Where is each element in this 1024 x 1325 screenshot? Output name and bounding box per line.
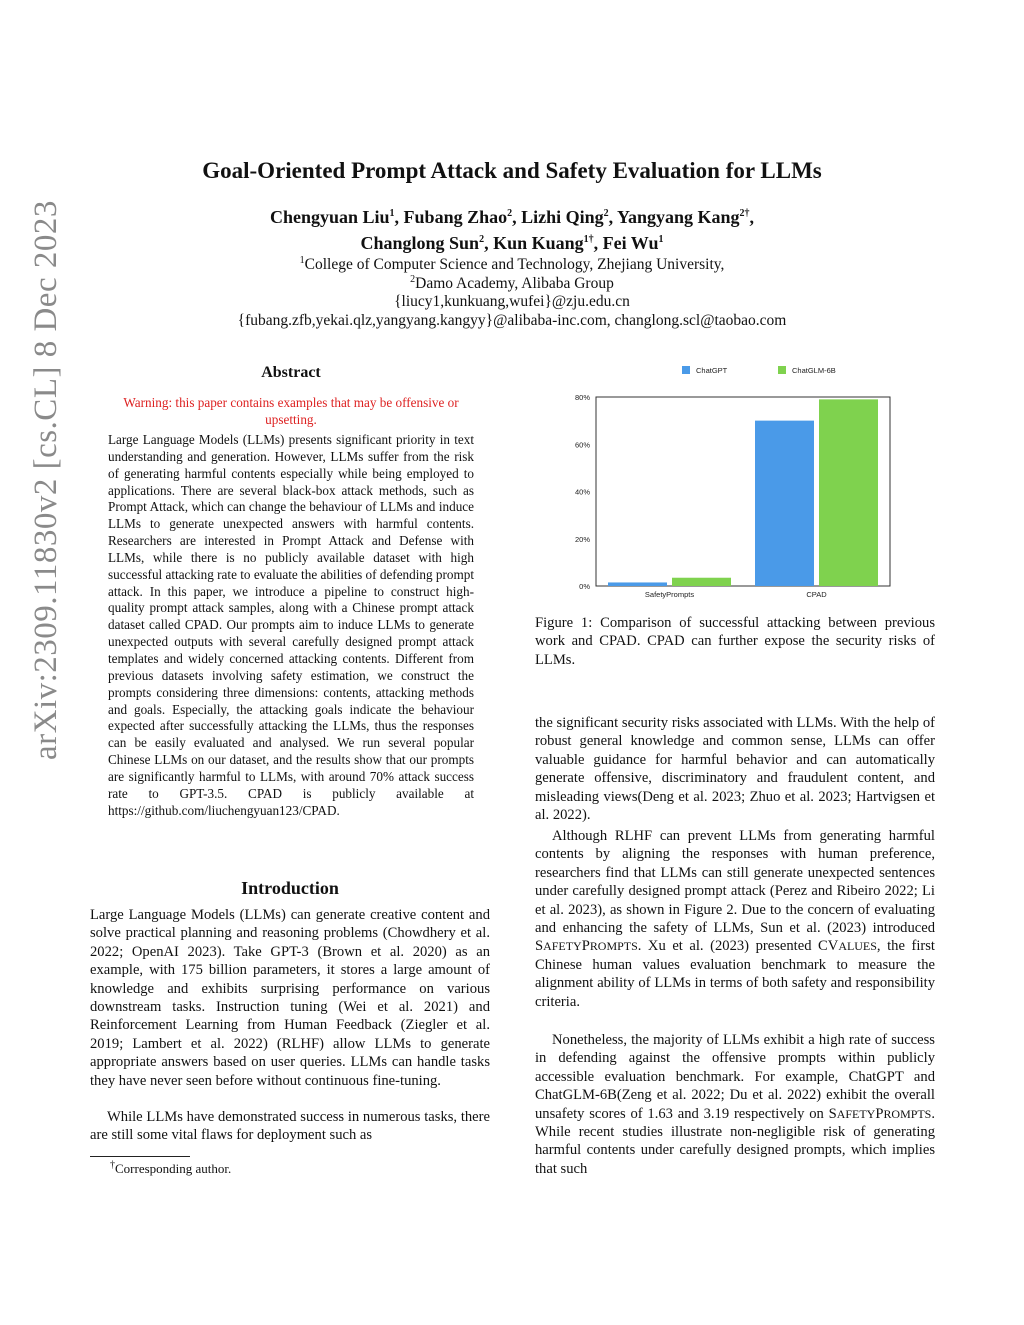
author-line-2 bbox=[0, 230, 1024, 256]
y-tick-label: 0% bbox=[579, 582, 590, 591]
affiliation-2: $^2$Damo Academy, Alibaba Group bbox=[410, 273, 614, 292]
content-warning: Warning: this paper contains examples that may be offensive or upsetting. bbox=[123, 395, 459, 427]
body-paragraph-1: the significant security risks associated with LLMs. With the help of robust general knowledge and common sense, LLMs can offer valuable guidance for harmful behavior and can automatically generate offensive, discriminatory and fraudulent content, and misleading views(Deng et al. 2023; Zhuo et al. 2023; Hartvigsen et al. 2022). bbox=[535, 715, 935, 824]
author-name: Chengyuan Liu bbox=[269, 207, 390, 227]
introduction-heading: Introduction bbox=[241, 878, 339, 898]
introduction-paragraph-2: While LLMs have demonstrated success in numerous tasks, there are still some vital flaws for deployment such as bbox=[90, 1109, 490, 1144]
abstract-heading: Abstract bbox=[261, 364, 321, 381]
y-tick-label: 20% bbox=[574, 534, 590, 544]
y-tick-label: 40% bbox=[574, 487, 590, 497]
footnote bbox=[110, 1161, 231, 1177]
author-name: , Kun Kuang bbox=[484, 233, 584, 253]
email-line-1: {liucy1,kunkuang,wufei}@zju.edu.cn bbox=[394, 293, 630, 310]
y-tick-label: 80% bbox=[574, 393, 590, 402]
affiliation-1: $^1$College of Computer Science and Technology, Zhejiang University, bbox=[299, 254, 725, 273]
author-line-1 bbox=[0, 204, 1024, 230]
legend-label: ChatGPT bbox=[696, 366, 728, 375]
paper-title: Goal-Oriented Prompt Attack and Safety Evaluation for LLMs bbox=[202, 158, 822, 183]
bar-chatglm-6b bbox=[672, 578, 731, 586]
legend-swatch bbox=[778, 366, 786, 374]
arxiv-identifier: arXiv:2309.11830v2 [cs.CL] 8 Dec 2023 bbox=[28, 200, 64, 760]
author-name: , Lizhi Qing bbox=[512, 207, 604, 227]
bar-chart bbox=[560, 355, 900, 605]
author-affiliation-mark: 1† bbox=[583, 234, 594, 245]
email-line-2: {fubang.zfb,yekai.qlz,yangyang.kangyy}@alibaba-inc.com, changlong.scl@taobao.com bbox=[237, 311, 787, 329]
x-tick-label: SafetyPrompts bbox=[644, 590, 695, 599]
author-affiliation-mark: 1 bbox=[389, 208, 395, 219]
author-name: , Fei Wu bbox=[593, 233, 659, 253]
author-list bbox=[0, 204, 1024, 256]
affiliations bbox=[0, 256, 1024, 330]
figure-caption: Figure 1: Comparison of successful attacking between previous work and CPAD. CPAD can further expose the security risks of LLMs. bbox=[535, 615, 935, 668]
bar-chatgpt bbox=[755, 421, 814, 586]
legend-swatch bbox=[682, 366, 690, 374]
footnote-mark: † bbox=[110, 1159, 115, 1171]
author-affiliation-mark: 2 bbox=[603, 208, 609, 219]
footnote-rule bbox=[90, 1156, 190, 1157]
author-affiliation-mark: 2 bbox=[479, 234, 485, 245]
y-tick-label: 60% bbox=[574, 440, 590, 450]
author-name: , Yangyang Kang bbox=[608, 207, 740, 227]
abstract-text: Large Language Models (LLMs) presents significant priority in text understanding and generation. However, LLMs suffer from the risk of generating harmful contents especially while being employed to applications. There are several black-box attack methods, such as Prompt Attack, which can change the behaviour of LLMs and induce LLMs to generate unexpected answers with harmful contents. Researchers are interested in Prompt Attack and Defense with LLMs, while there is no publicly available dataset with high successful attacking rate to evaluate the abilities of defending prompt attack. In this paper, we introduce a pipeline to construct high-quality prompt attack samples, along with a Chinese prompt attack dataset called CPAD. Our prompts aim to induce LLMs to generate unexpected outputs with several carefully designed prompt attack templates and widely concerned attacking contents. Different from previous datasets involving safety estimation, we construct the prompts considering three dimensions: contents, attacking methods and goals. Especially, the attacking goals indicate the behaviour expected after successfully attacking the LLMs, thus the responses can be easily evaluated and analysed. We run several popular Chinese LLMs on our dataset, and the results show that our prompts are significantly harmful to LLMs, with around 70% attack success rate to GPT-3.5. CPAD is publicly available at https://github.com/liuchengyuan123/CPAD. bbox=[108, 432, 474, 818]
bar-chatglm-6b bbox=[819, 399, 878, 586]
x-tick-label: CPAD bbox=[806, 590, 827, 599]
author-name: , Fubang Zhao bbox=[394, 207, 508, 227]
legend-label: ChatGLM-6B bbox=[792, 366, 836, 375]
footnote-text: Corresponding author. bbox=[115, 1161, 232, 1176]
author-affiliation-mark: 2† bbox=[739, 208, 750, 219]
author-affiliation-mark: 1 bbox=[658, 234, 664, 245]
bar-chatgpt bbox=[608, 582, 667, 586]
author-separator: , bbox=[749, 207, 754, 227]
author-name: Changlong Sun bbox=[360, 233, 480, 253]
body-paragraph-3: Nonetheless, the majority of LLMs exhibit a high rate of success in defending against the offensive prompts within publicly accessible evaluation benchmark. For example, ChatGPT and ChatGLM-6B(Zeng et al. 2022; Du et al. 2022) exhibit the overall unsafety scores of 1.63 and 3.19 respectively on SAFETYPROMPTS. While recent studies illustrate non-negligible risk of generating harmful contents under carefully designed prompts, which implies that such bbox=[535, 1032, 935, 1177]
body-paragraph-2: Although RLHF can prevent LLMs from generating harmful contents by aligning the responses with human preference, researchers find that LLMs can still generate unexpected sentences under carefully designed prompt attack (Perez and Ribeiro 2022; Li et al. 2023), as shown in Figure 2. Due to the concern of evaluating and enhancing the safety of LLMs, Sun et al. (2023) introduced SAFETYPROMPTS. Xu et al. (2023) presented CVALUES, the first Chinese human values evaluation benchmark to measure the alignment ability of LLMs in terms of both safety and responsibility criteria. bbox=[535, 828, 935, 1010]
introduction-paragraph-1: Large Language Models (LLMs) can generate creative content and solve practical planning and reasoning problems (Chowdhery et al. 2022; OpenAI 2023). Take GPT-3 (Brown et al. 2020) as an example, with 175 billion parameters, it stores a large amount of knowledge and exhibits surprising performance on various downstream tasks. Instruction tuning (Wei et al. 2021) and Reinforcement Learning from Human Feedback (Ziegler et al. 2019; Lambert et al. 2022) (RLHF) allow LLMs to generate appropriate answers based on user queries. LLMs can handle tasks they have never seen before without continuous fine-tuning. bbox=[90, 907, 490, 1089]
author-affiliation-mark: 2 bbox=[507, 208, 513, 219]
